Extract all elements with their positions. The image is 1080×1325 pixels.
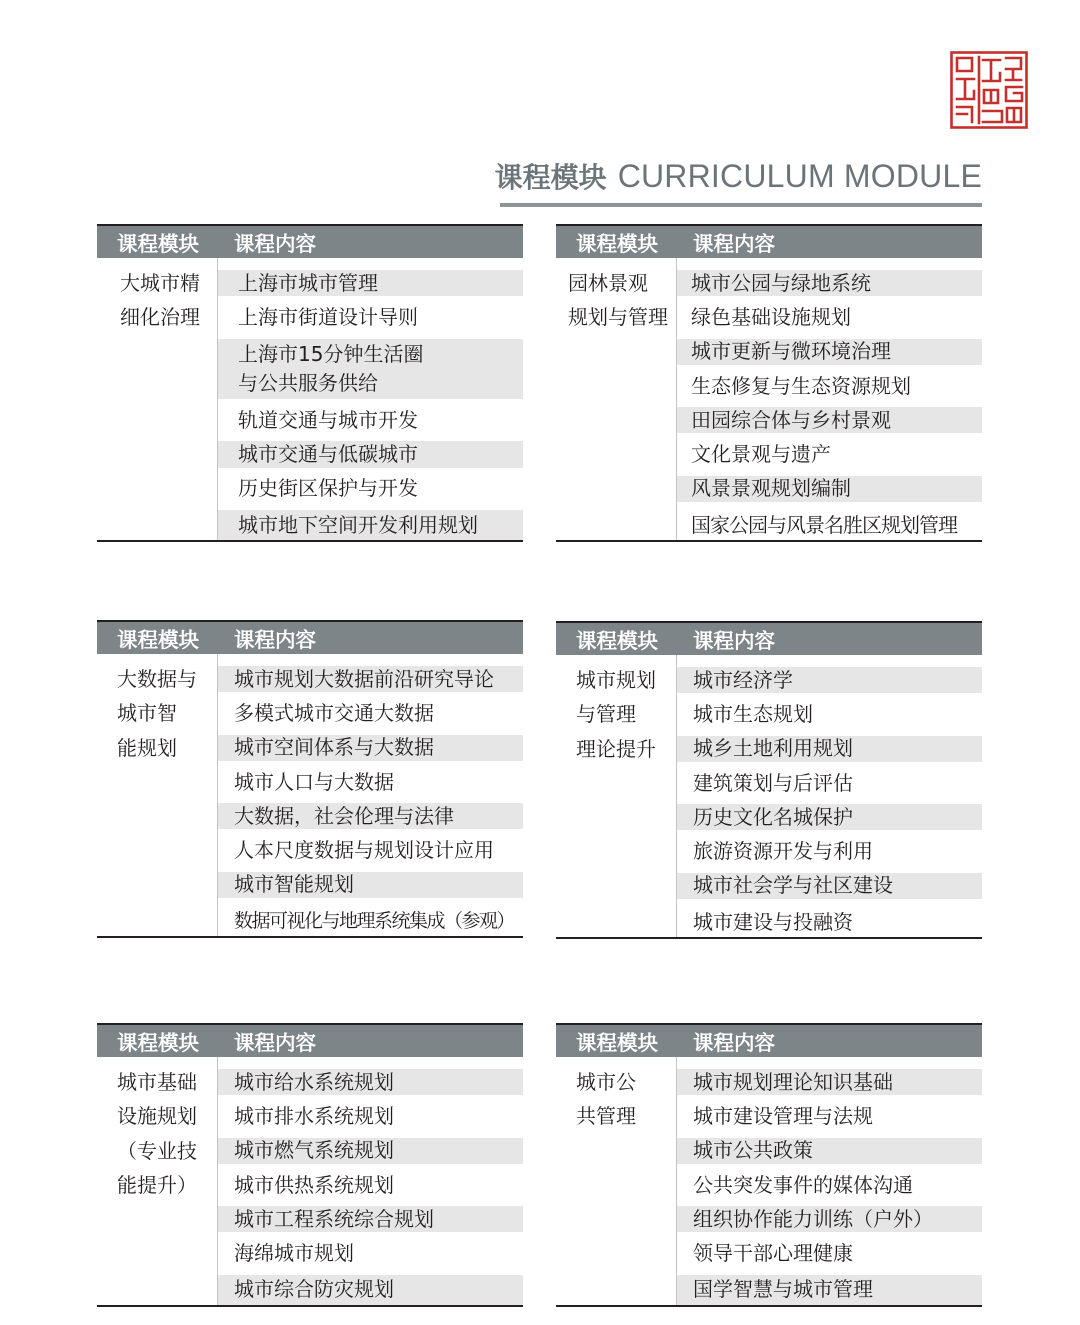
course-list	[677, 1057, 982, 1305]
course-name: 上海市街道设计导则	[238, 304, 418, 329]
course-row	[677, 697, 982, 731]
module-name-line: （专业技	[117, 1138, 197, 1163]
course-row	[218, 300, 523, 334]
header-content-label: 课程内容	[234, 1031, 316, 1055]
module-name	[556, 655, 677, 937]
course-row	[218, 1168, 523, 1202]
course-name: 人本尺度数据与规划设计应用	[234, 838, 494, 863]
course-list	[218, 1057, 523, 1305]
seal-icon	[950, 51, 1028, 129]
title-underline	[500, 203, 982, 207]
module-name-line: 能规划	[117, 735, 177, 760]
course-name: 历史街区保护与开发	[238, 476, 418, 501]
table-header	[556, 1025, 982, 1057]
course-name: 文化景观与遗产	[691, 442, 831, 467]
course-name: 城市交通与低碳城市	[218, 441, 523, 467]
course-name: 数据可视化与地理系统集成（参观）	[234, 909, 515, 932]
seal-logo	[950, 51, 1028, 129]
module-name-line: 规划与管理	[568, 305, 668, 330]
course-row	[218, 799, 523, 833]
course-name: 国学智慧与城市管理	[677, 1275, 982, 1305]
module-name	[97, 1057, 218, 1305]
course-row	[677, 1271, 982, 1305]
header-content-label: 课程内容	[234, 232, 316, 256]
header-module-label: 课程模块	[117, 232, 199, 256]
course-row	[677, 266, 982, 300]
module-name-line: 大城市精	[120, 271, 200, 295]
course-name: 城市工程系统综合规划	[218, 1206, 523, 1232]
curriculum-table-2	[556, 224, 982, 542]
module-name-line: 理论提升	[576, 736, 656, 761]
module-name	[97, 258, 218, 540]
header-content-label: 课程内容	[693, 1031, 775, 1055]
course-row	[677, 1065, 982, 1099]
module-name-line: 城市基础	[117, 1070, 197, 1094]
page-title	[495, 156, 982, 196]
course-name: 田园综合体与乡村景观	[677, 407, 982, 433]
course-name: 城市地下空间开发利用规划	[218, 510, 523, 540]
course-name: 绿色基础设施规划	[691, 304, 851, 329]
course-name: 城市建设与投融资	[693, 909, 853, 934]
curriculum-table-5	[97, 1023, 523, 1307]
course-name: 城市经济学	[677, 667, 982, 693]
curriculum-table-4	[556, 621, 982, 939]
course-name	[218, 339, 523, 400]
course-row	[677, 437, 982, 471]
module-name	[556, 1057, 677, 1305]
course-name: 城市智能规划	[218, 872, 523, 898]
module-name-line: 共管理	[576, 1104, 636, 1129]
course-row	[677, 472, 982, 506]
course-name: 城乡土地利用规划	[677, 736, 982, 762]
course-row	[218, 765, 523, 799]
course-name: 多模式城市交通大数据	[234, 700, 434, 725]
course-name: 国家公园与风景名胜区规划管理	[691, 512, 957, 537]
module-name-line: 能提升）	[117, 1172, 197, 1197]
course-name: 轨道交通与城市开发	[238, 407, 418, 432]
course-row	[218, 472, 523, 506]
course-row	[677, 834, 982, 868]
module-name-line: 城市规划	[576, 668, 656, 692]
module-name	[97, 654, 218, 936]
course-row	[677, 335, 982, 369]
curriculum-table-3	[97, 620, 523, 938]
course-list	[218, 258, 523, 540]
course-name: 城市人口与大数据	[234, 769, 394, 794]
table-header	[97, 622, 523, 654]
course-row	[218, 662, 523, 696]
module-name	[556, 258, 677, 540]
course-name: 建筑策划与后评估	[693, 770, 853, 795]
course-row	[677, 1236, 982, 1270]
header-module-label: 课程模块	[117, 1031, 199, 1055]
course-name: 领导干部心理健康	[693, 1241, 853, 1266]
course-row	[218, 1271, 523, 1305]
course-row	[218, 1202, 523, 1236]
header-content-label: 课程内容	[234, 628, 316, 652]
course-name: 城市建设管理与法规	[693, 1103, 873, 1128]
course-name: 组织协作能力训练（户外）	[677, 1206, 982, 1232]
module-name-line: 园林景观	[568, 271, 648, 295]
course-name: 城市空间体系与大数据	[218, 735, 523, 761]
page-title-cn: 课程模块	[494, 161, 607, 194]
course-list	[677, 258, 982, 540]
module-name-line: 细化治理	[120, 305, 200, 330]
header-content-label: 课程内容	[693, 232, 775, 256]
course-name: 城市规划理论知识基础	[677, 1069, 982, 1095]
course-name: 城市生态规划	[693, 701, 813, 726]
course-name: 城市综合防灾规划	[218, 1275, 523, 1305]
course-row	[677, 732, 982, 766]
course-name: 城市规划大数据前沿研究导论	[218, 666, 523, 692]
header-content-label: 课程内容	[693, 629, 775, 653]
module-name-line: 大数据与	[117, 667, 197, 691]
course-row	[218, 437, 523, 471]
course-name: 城市更新与微环境治理	[677, 339, 982, 365]
module-name-line: 城市公	[576, 1070, 636, 1094]
course-name: 历史文化名城保护	[677, 804, 982, 830]
header-module-label: 课程模块	[576, 232, 658, 256]
table-header	[97, 1025, 523, 1057]
course-name: 城市社会学与社区建设	[677, 873, 982, 899]
course-row	[677, 766, 982, 800]
course-row	[218, 266, 523, 300]
course-name: 城市公园与绿地系统	[677, 270, 982, 296]
course-name-line: 上海市15分钟生活圈	[238, 341, 424, 366]
course-row	[218, 868, 523, 902]
course-row	[218, 1236, 523, 1270]
header-module-label: 课程模块	[576, 1031, 658, 1055]
course-name: 城市燃气系统规划	[218, 1138, 523, 1164]
course-name: 城市供热系统规划	[234, 1172, 394, 1197]
course-name: 城市给水系统规划	[218, 1069, 523, 1095]
course-row	[677, 1168, 982, 1202]
course-row	[677, 903, 982, 937]
table-header	[556, 623, 982, 655]
course-row	[218, 1099, 523, 1133]
course-row	[677, 1099, 982, 1133]
table-header	[97, 226, 523, 258]
course-name: 上海市城市管理	[218, 270, 523, 296]
course-list	[218, 654, 523, 936]
course-name: 生态修复与生态资源规划	[691, 373, 911, 398]
course-row	[218, 833, 523, 867]
course-name: 公共突发事件的媒体沟通	[693, 1172, 913, 1197]
header-module-label: 课程模块	[117, 628, 199, 652]
course-name: 旅游资源开发与利用	[693, 839, 873, 864]
course-row	[677, 663, 982, 697]
course-name: 城市排水系统规划	[234, 1103, 394, 1128]
course-row	[218, 403, 523, 437]
course-row	[218, 1134, 523, 1168]
course-row	[218, 335, 523, 404]
course-row	[218, 506, 523, 540]
course-row	[218, 1065, 523, 1099]
course-row	[218, 902, 523, 936]
course-row	[677, 403, 982, 437]
curriculum-table-6	[556, 1023, 982, 1307]
course-row	[218, 696, 523, 730]
course-name-line: 与公共服务供给	[238, 370, 378, 395]
course-row	[677, 1134, 982, 1168]
module-name-line: 设施规划	[117, 1104, 197, 1129]
course-row	[677, 800, 982, 834]
course-name: 海绵城市规划	[234, 1241, 354, 1266]
course-row	[218, 731, 523, 765]
module-name-line: 城市智	[117, 701, 177, 726]
course-row	[677, 506, 982, 540]
module-name-line: 与管理	[576, 702, 636, 727]
curriculum-table-1	[97, 224, 523, 542]
course-name: 城市公共政策	[677, 1138, 982, 1164]
page-title-en: CURRICULUM MODULE	[617, 157, 982, 194]
course-list	[677, 655, 982, 937]
course-name: 风景景观规划编制	[677, 476, 982, 502]
course-row	[677, 300, 982, 334]
course-name: 大数据，社会伦理与法律	[218, 803, 523, 829]
course-row	[677, 1202, 982, 1236]
header-module-label: 课程模块	[576, 629, 658, 653]
table-header	[556, 226, 982, 258]
course-row	[677, 369, 982, 403]
course-row	[677, 869, 982, 903]
